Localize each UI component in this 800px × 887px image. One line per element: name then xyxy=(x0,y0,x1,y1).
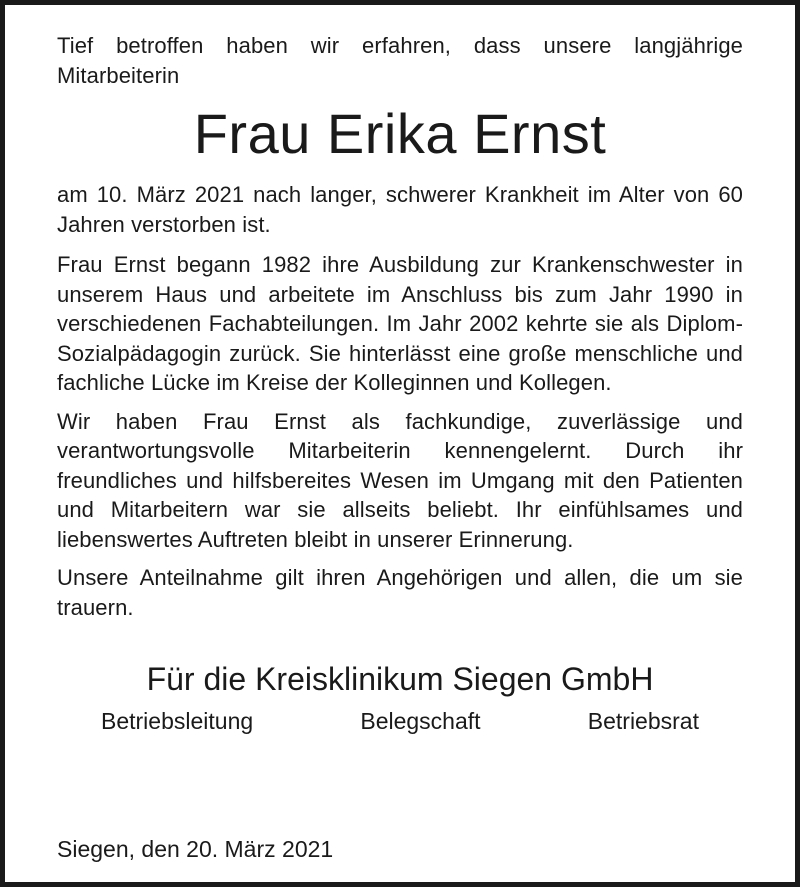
deceased-name: Frau Erika Ernst xyxy=(193,102,607,165)
place-date: Siegen, den 20. März 2021 xyxy=(57,836,334,862)
sender-line: Für die Kreisklinikum Siegen GmbH xyxy=(146,661,654,697)
condolence-text: Unsere Anteilnahme gilt ihren Angehörigen und allen, die um sie trauern. xyxy=(57,565,743,620)
signer-management: Betriebsleitung xyxy=(101,708,254,734)
death-notice-text: am 10. März 2021 nach langer, schwerer Krankheit im Alter von 60 Jahren verstorben ist. xyxy=(57,182,743,237)
signer-staff: Belegschaft xyxy=(360,708,481,734)
tribute-text: Wir haben Frau Ernst als fachkundige, zuverlässige und verantwortungsvolle Mitarbeiterin kennengelernt. Durch ihr freundliches und hilfsbereites Wesen im Umgang mit den Patienten und Mitarbeitern war sie allseits beliebt. Ihr einfühlsames und liebenswertes Auftreten bleibt in unserer Erinnerung. xyxy=(57,408,743,552)
signers-row xyxy=(101,706,699,736)
signer-works-council: Betriebsrat xyxy=(587,708,699,734)
intro-text: Tief betroffen haben wir erfahren, dass unsere langjährige Mitarbeiterin xyxy=(57,33,743,88)
career-text: Frau Ernst begann 1982 ihre Ausbildung zur Krankenschwester in unserem Haus und arbeitete im Anschluss bis zum Jahr 1990 in verschiedenen Fachabteilungen. Im Jahr 2002 kehrte sie als Diplom-Sozialpädagogin zurück. Sie hinterlässt eine große menschliche und fachliche Lücke im Kreise der Kolleginnen und Kollegen. xyxy=(57,252,743,395)
